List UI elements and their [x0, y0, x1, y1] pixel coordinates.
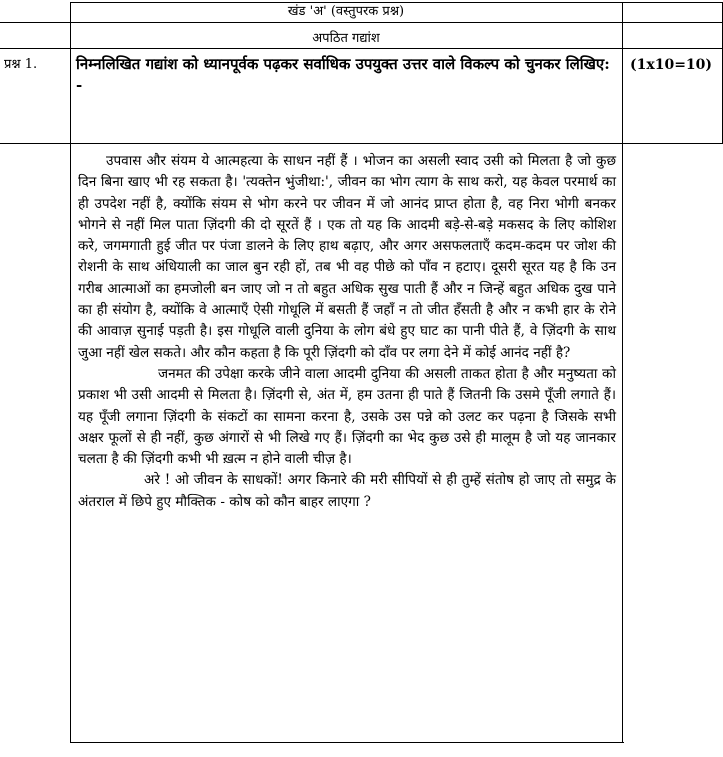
section-title: खंड 'अ' (वस्तुपरक प्रश्न) [287, 4, 405, 19]
passage-paragraph-3: अरे ! ओ जीवन के साधकों! अगर किनारे की मरी सीपियों से ही तुम्हें संतोष हो जाए तो समुद्र के अंतराल में छिपे हुए मौक्तिक - कोष को कौन बाहर लाएगा ? [78, 472, 616, 510]
bottom-border [70, 742, 624, 743]
passage-paragraph-1: उपवास और संयम ये आत्महत्या के साधन नहीं हैं । भोजन का असली स्वाद उसी को मिलता है जो कुछ दिन बिना खाए भी रह सकता है। 'त्यक्तेन भुंजीथा:', जीवन का भोग त्याग के साथ करो, यह केवल परमार्थ का ही उपदेश नहीं है, क्योंकि संयम से भोग करने पर जीवन में जो आनंद प्राप्त होता है, वह निरा भोगी बनकर भोगने से नहीं मिल पाता ज़िंदगी की दो सूरतें हैं । एक तो यह कि आदमी बड़े-से-बड़े मकसद के लिए कोशिश करे, जगमगाती हुई जीत पर पंजा डालने के लिए हाथ बढ़ाए, और अगर असफलताएँ कदम-कदम पर जोश की रोशनी के साथ अंधियाली का जाल बुन रही हों, तब भी वह पीछे को पाँव न हटाए। दूसरी सूरत यह है कि उन गरीब आत्माओं का हमजोली बन जाए जो न तो बहुत अधिक सुख पाती हैं और न जिन्हें बहुत अधिक दुख पाने का ही संयोग है, क्योंकि वे आत्माएँ ऐसी गोधूलि में बसती हैं जहाँ न तो जीत हँसती है और न कभी हार के रोने की आवाज़ सुनाई पड़ती है। इस गोधूलि वाली दुनिया के लोग बंधे हुए घाट का पानी पीते हैं, वे ज़िंदगी के साथ जुआ नहीं खेल सकते। और कौन कहता है कि पूरी ज़िंदगी को दाँव पर लगा देने में कोई आनंद नहीं है? [78, 153, 616, 361]
row-divider-3 [0, 143, 723, 144]
question-number: प्रश्न 1. [4, 57, 38, 72]
unseen-passage [78, 151, 616, 513]
row-divider-2 [0, 48, 723, 49]
col-divider-right [622, 2, 623, 743]
question-instruction: निम्नलिखित गद्यांश को ध्यानपूर्वक पढ़कर सर्वाधिक उपयुक्त उत्तर वाले विकल्प को चुनकर लिखिए: - [76, 55, 610, 94]
passage-paragraph-2: जनमत की उपेक्षा करके जीने वाला आदमी दुनिया की असली ताकत होता है और मनुष्यता को प्रकाश भी उसी आदमी से मिलता है। ज़िंदगी से, अंत में, हम उतना ही पाते हैं जितनी कि उसमे पूँजी लगाते हैं। यह पूँजी लगाना ज़िंदगी के संकटों का सामना करना है, उसके उस पन्ने को उलट कर पढ़ना है जिसके सभी अक्षर फूलों से ही नहीं, कुछ अंगारों से भी लिखे गए हैं। ज़िंदगी का भेद कुछ उसे ही मालूम है जो यह जानकार चलता है की ज़िंदगी कभी भी ख़त्म न होने वाली चीज़ है। [78, 365, 616, 468]
marks-allocation: (1x10=10) [630, 57, 713, 73]
row-divider-1 [0, 22, 723, 23]
subsection-title: अपठित गद्यांश [312, 31, 380, 46]
col-divider-left [70, 2, 71, 743]
